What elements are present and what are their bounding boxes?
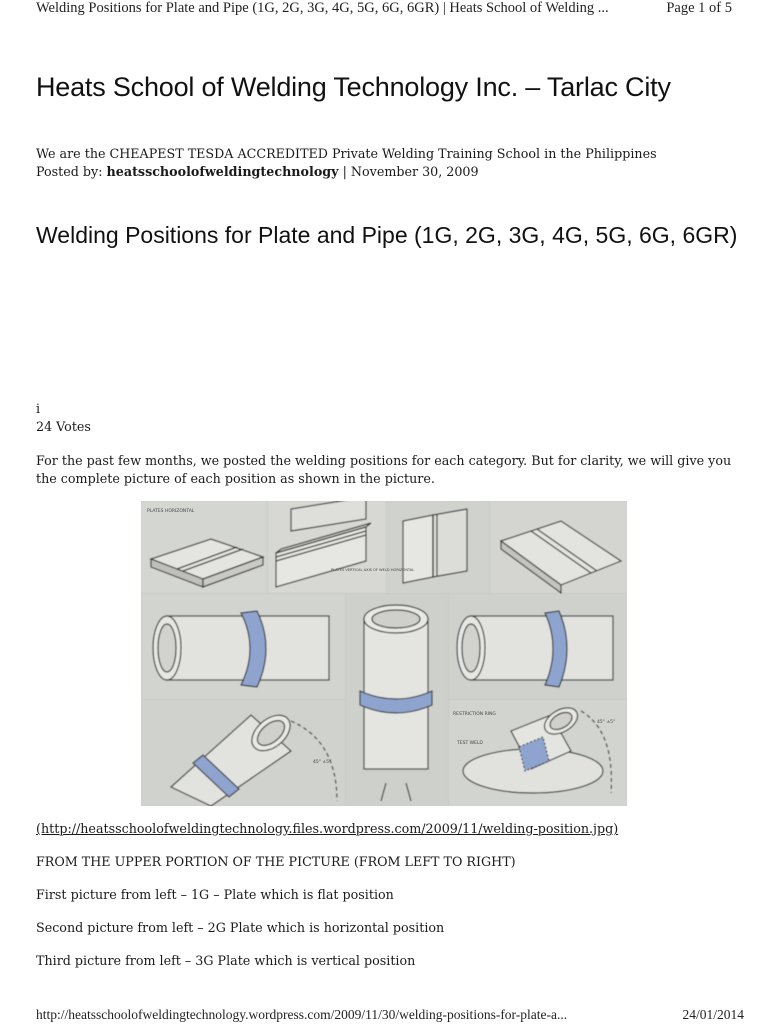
rating-block (36, 400, 91, 436)
header-title: Welding Positions for Plate and Pipe (1G, 2G, 3G, 4G, 5G, 6G, 6GR) | Heats School of Welding ... (36, 0, 609, 16)
label-restriction-ring: RESTRICTION RING (453, 712, 496, 717)
label-angle-6g: 45° ±5° (313, 760, 332, 765)
label-plates-vertical: PLATES VERTICAL AXIS OF WELD HORIZONTAL (331, 568, 415, 572)
label-angle-6gr: 45° ±5° (597, 720, 616, 725)
header-page-number: Page 1 of 5 (666, 0, 732, 16)
post-meta (36, 163, 657, 181)
meta-separator: | (342, 164, 347, 179)
tagline-block (36, 145, 657, 181)
author-link[interactable]: heatsschoolofweldingtechnology (106, 164, 339, 179)
section-heading: FROM THE UPPER PORTION OF THE PICTURE (FROM LEFT TO RIGHT) (36, 854, 516, 869)
label-test-weld: TEST WELD (457, 741, 483, 746)
tagline: We are the CHEAPEST TESDA ACCREDITED Private Welding Training School in the Philippines (36, 146, 657, 161)
position-3g-text: Third picture from left – 3G Plate which is vertical position (36, 953, 416, 968)
posted-by-label: Posted by: (36, 164, 103, 179)
rating-mark: i (36, 401, 41, 416)
post-title[interactable]: Welding Positions for Plate and Pipe (1G, 2G, 3G, 4G, 5G, 6G, 6GR) (36, 222, 738, 248)
post-date: November 30, 2009 (350, 164, 479, 179)
position-2g-text: Second picture from left – 2G Plate which is horizontal position (36, 920, 445, 935)
votes-count: 24 Votes (36, 419, 91, 434)
label-plates-horizontal: PLATES HORIZONTAL (147, 509, 195, 514)
footer-date: 24/01/2014 (682, 1007, 744, 1022)
footer-url: http://heatsschoolofweldingtechnology.wordpress.com/2009/11/30/welding-positions-for-plate-a... (36, 1007, 568, 1022)
print-header (36, 0, 732, 20)
welding-positions-image[interactable] (141, 501, 627, 806)
site-title[interactable]: Heats School of Welding Technology Inc. – Tarlac City (36, 72, 671, 102)
position-1g-text: First picture from left – 1G – Plate which is flat position (36, 887, 394, 902)
image-source-link[interactable]: (http://heatsschoolofweldingtechnology.files.wordpress.com/2009/11/welding-position.jpg) (36, 821, 619, 836)
intro-paragraph: For the past few months, we posted the welding positions for each category. But for clarity, we will give you the complete picture of each position as shown in the picture. (36, 453, 732, 486)
